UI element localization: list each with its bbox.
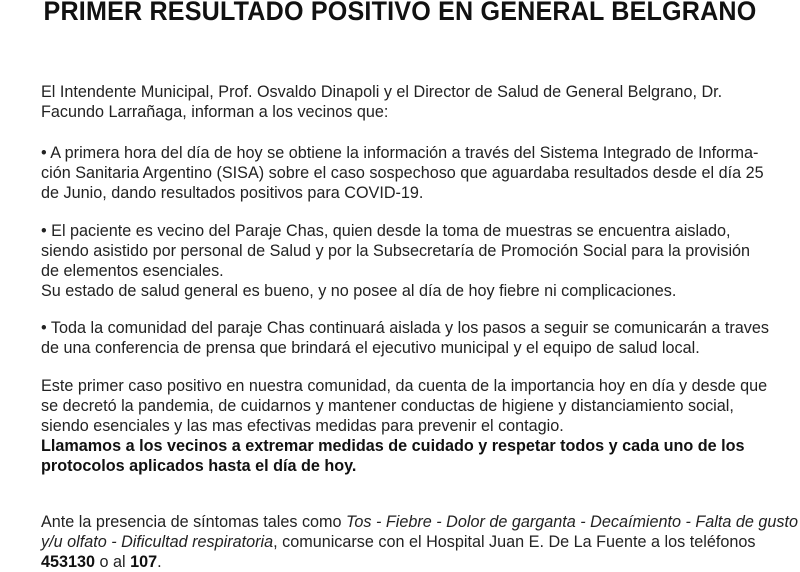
bullet3-line: • Toda la comunidad del paraje Chas continuará aislada y los pasos a seguir se comunicarán a traves [41, 319, 769, 337]
bullet1-line: ción Sanitaria Argentino (SISA) sobre el caso sospechoso que aguardaba resultados desde el día 25 [41, 164, 764, 182]
bullet1-line: • A primera hora del día de hoy se obtiene la información a través del Sistema Integrado de Informa- [41, 144, 759, 162]
bullet2-line: • El paciente es vecino del Paraje Chas, quien desde la toma de muestras se encuentra aislado, [41, 222, 731, 240]
intro-line: Facundo Larrañaga, informan a los vecinos que: [41, 103, 389, 121]
bullet-paragraph-2 [41, 221, 776, 301]
closing-paragraph [41, 376, 776, 476]
bullet2-line: de elementos esenciales. [41, 262, 224, 280]
contact-line-1 [41, 512, 798, 532]
phone-number: 453130 [41, 553, 96, 571]
contact-line-3 [41, 552, 776, 572]
closing-line: Este primer caso positivo en nuestra comunidad, da cuenta de la importancia hoy en día y desde que [41, 377, 768, 395]
bullet2-line: siendo asistido por personal de Salud y por la Subsecretaría de Promoción Social para la provisión [41, 242, 751, 260]
symptoms-list-cont: y/u olfato - Dificultad respiratoria [41, 533, 274, 551]
closing-bold-line: Llamamos a los vecinos a extremar medidas de cuidado y respetar todos y cada uno de los [41, 437, 745, 455]
bullet-paragraph-1 [41, 143, 776, 203]
symptoms-list: Tos - Fiebre - Dolor de garganta - Decaímiento - Falta de gusto [346, 513, 798, 531]
emergency-number: 107 [130, 553, 158, 571]
bullet-paragraph-3 [41, 318, 776, 358]
contact-post: , comunicarse con el Hospital Juan E. De La Fuente a los teléfonos [273, 533, 756, 551]
contact-end: . [157, 553, 162, 571]
bullet1-line: de Junio, dando resultados positivos para COVID-19. [41, 184, 424, 202]
intro-line: El Intendente Municipal, Prof. Osvaldo Dinapoli y el Director de Salud de General Belgrano, Dr. [41, 83, 723, 101]
closing-line: siendo esenciales y las mas efectivas medidas para prevenir el contagio. [41, 417, 564, 435]
bullet2-line: Su estado de salud general es bueno, y no posee al día de hoy fiebre ni complicaciones. [41, 282, 677, 300]
closing-bold-line: protocolos aplicados hasta el día de hoy. [41, 457, 357, 475]
contact-pre: Ante la presencia de síntomas tales como [41, 513, 347, 531]
contact-paragraph [41, 512, 798, 572]
phone-connector: o al [95, 553, 131, 571]
contact-line-2 [41, 532, 776, 552]
closing-line: se decretó la pandemia, de cuidarnos y mantener conductas de higiene y distanciamiento social, [41, 397, 734, 415]
intro-paragraph [41, 82, 776, 122]
bullet3-line: de una conferencia de prensa que brindará el ejecutivo municipal y el equipo de salud local. [41, 339, 700, 357]
page-title: PRIMER RESULTADO POSITIVO EN GENERAL BELGRANO [43, 0, 757, 26]
